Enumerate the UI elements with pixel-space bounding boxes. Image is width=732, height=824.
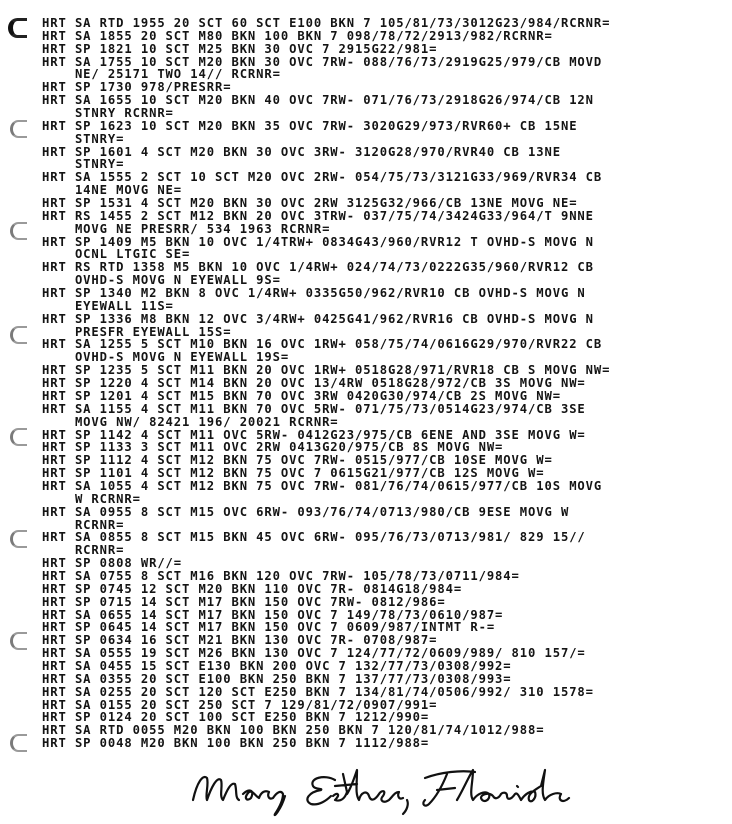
report-line: MOVG NE PRESRR/ 534 1963 RCRNR= — [42, 221, 331, 236]
report-line: STNRY= — [42, 131, 125, 146]
report-line: HRT SP 0124 20 SCT 100 SCT E250 BKN 7 1212/990= — [42, 710, 430, 725]
report-line: HRT SP 1821 10 SCT M25 BKN 30 OVC 7 2915G22/981= — [42, 41, 438, 56]
report-line: RCRNR= — [42, 517, 125, 532]
report-line: EYEWALL 11S= — [42, 298, 174, 313]
report-line: HRT SA RTD 1955 20 SCT 60 SCT E100 BKN 7 105/81/73/3012G23/984/RCRNR= — [42, 16, 611, 30]
report-line: NE/ 25171 TWO 14// RCRNR= — [42, 67, 281, 82]
report-line: HRT SA 0855 8 SCT M15 BKN 45 OVC 6RW- 095/76/73/0713/981/ 829 15// — [42, 530, 586, 545]
report-line: HRT SP 1730 978/PRESRR= — [42, 80, 232, 95]
report-line: HRT RS RTD 1358 M5 BKN 10 OVC 1/4RW+ 024/74/73/0222G35/960/RVR12 CB — [42, 260, 594, 275]
report-line: HRT SA 0355 20 SCT E100 BKN 250 BKN 7 137/77/73/0308/993= — [42, 671, 512, 686]
signature-drawing — [185, 760, 585, 820]
report-line: RCRNR= — [42, 543, 125, 558]
punch-hole — [10, 530, 27, 548]
report-line: HRT SP 1220 4 SCT M14 BKN 20 OVC 13/4RW 0518G28/972/CB 3S MOVG NW= — [42, 376, 586, 391]
report-line: OCNL LTGIC SE= — [42, 247, 191, 262]
report-line: HRT SP 1531 4 SCT M20 BKN 30 OVC 2RW 3125G32/966/CB 13NE MOVG NE= — [42, 196, 578, 211]
report-line: HRT SP 1101 4 SCT M12 BKN 75 OVC 7 0615G21/977/CB 12S MOVG W= — [42, 466, 545, 481]
report-line: HRT SA 1155 4 SCT M11 BKN 70 OVC 5RW- 071/75/73/0514G23/974/CB 3SE — [42, 401, 586, 416]
report-line: HRT SP 0715 14 SCT M17 BKN 150 OVC 7RW- 0812/986= — [42, 594, 446, 609]
report-line: HRT SA 0555 19 SCT M26 BKN 130 OVC 7 124/77/72/0609/989/ 810 157/= — [42, 646, 586, 661]
report-line: HRT SP 1142 4 SCT M11 OVC 5RW- 0412G23/975/CB 6ENE AND 3SE MOVG W= — [42, 427, 586, 442]
punch-hole — [10, 734, 27, 752]
report-line: HRT SP 1340 M2 BKN 8 OVC 1/4RW+ 0335G50/962/RVR10 CB OVHD-S MOVG N — [42, 286, 586, 301]
report-line: HRT SP 1133 3 SCT M11 OVC 2RW 0413G20/975/CB 8S MOVG NW= — [42, 440, 504, 455]
report-line: HRT SA 1255 5 SCT M10 BKN 16 OVC 1RW+ 058/75/74/0616G29/970/RVR22 CB — [42, 337, 603, 352]
report-line: HRT SP 1623 10 SCT M20 BKN 35 OVC 7RW- 3020G29/973/RVR60+ CB 15NE — [42, 118, 578, 133]
report-line: HRT SP 0634 16 SCT M21 BKN 130 OVC 7R- 0708/987= — [42, 633, 438, 648]
report-line: HRT SA 1655 10 SCT M20 BKN 40 OVC 7RW- 071/76/73/2918G26/974/CB 12N — [42, 93, 594, 108]
punch-hole — [10, 222, 27, 240]
report-line: HRT SP 0048 M20 BKN 100 BKN 250 BKN 7 1112/988= — [42, 736, 430, 751]
report-line: MOVG NW/ 82421 196/ 20021 RCRNR= — [42, 414, 339, 429]
report-line: HRT RS 1455 2 SCT M12 BKN 20 OVC 3TRW- 037/75/74/3424G33/964/T 9NNE — [42, 208, 594, 223]
punch-hole — [10, 632, 27, 650]
report-line: HRT SA 1555 2 SCT 10 SCT M20 OVC 2RW- 054/75/73/3121G33/969/RVR34 CB — [42, 170, 603, 185]
report-line: PRESFR EYEWALL 15S= — [42, 324, 232, 339]
report-line: HRT SP 1112 4 SCT M12 BKN 75 OVC 7RW- 0515/977/CB 10SE MOVG W= — [42, 453, 553, 468]
punch-hole — [10, 120, 27, 138]
report-line: HRT SA 1755 10 SCT M20 BKN 30 OVC 7RW- 088/76/73/2919G25/979/CB MOVD — [42, 54, 603, 69]
report-line: HRT SP 1601 4 SCT M20 BKN 30 OVC 3RW- 3120G28/970/RVR40 CB 13NE — [42, 144, 561, 159]
handwritten-signature — [185, 760, 585, 820]
report-line: HRT SP 1336 M8 BKN 12 OVC 3/4RW+ 0425G41/962/RVR16 CB OVHD-S MOVG N — [42, 311, 594, 326]
report-line: HRT SP 0808 WR//= — [42, 556, 183, 571]
report-line: HRT SA 0455 15 SCT E130 BKN 200 OVC 7 132/77/73/0308/992= — [42, 658, 512, 673]
weather-observation-report — [42, 17, 732, 750]
report-line: 14NE MOVG NE= — [42, 183, 183, 198]
report-line: HRT SA RTD 0055 M20 BKN 100 BKN 250 BKN 7 120/81/74/1012/988= — [42, 723, 545, 738]
report-line: HRT SP 1235 5 SCT M11 BKN 20 OVC 1RW+ 0518G28/971/RVR18 CB S MOVG NW= — [42, 363, 611, 378]
report-line: HRT SA 0655 14 SCT M17 BKN 150 OVC 7 149/78/73/0610/987= — [42, 607, 504, 622]
report-line: HRT SP 1409 M5 BKN 10 OVC 1/4TRW+ 0834G43/960/RVR12 T OVHD-S MOVG N — [42, 234, 594, 249]
report-line: HRT SP 1201 4 SCT M15 BKN 70 OVC 3RW 0420G30/974/CB 2S MOVG NW= — [42, 388, 561, 403]
binder-punch-holes — [0, 0, 40, 822]
report-line: HRT SA 0955 8 SCT M15 OVC 6RW- 093/76/74/0713/980/CB 9ESE MOVG W — [42, 504, 570, 519]
report-line: STNRY RCRNR= — [42, 106, 174, 121]
report-line: HRT SP 0745 12 SCT M20 BKN 110 OVC 7R- 0814G18/984= — [42, 581, 463, 596]
report-line: HRT SP 0645 14 SCT M17 BKN 150 OVC 7 0609/987/INTMT R-= — [42, 620, 496, 635]
punch-hole — [10, 326, 27, 344]
report-line: W RCRNR= — [42, 491, 141, 506]
report-line: OVHD-S MOVG N EYEWALL 9S= — [42, 273, 281, 288]
report-line: HRT SA 0755 8 SCT M16 BKN 120 OVC 7RW- 105/78/73/0711/984= — [42, 568, 520, 583]
report-line: HRT SA 1855 20 SCT M80 BKN 100 BKN 7 098/78/72/2913/982/RCRNR= — [42, 28, 553, 43]
punch-hole — [10, 428, 27, 446]
report-line: OVHD-S MOVG N EYEWALL 19S= — [42, 350, 290, 365]
report-line: HRT SA 1055 4 SCT M12 BKN 75 OVC 7RW- 081/76/74/0615/977/CB 10S MOVG — [42, 478, 603, 493]
punch-hole — [8, 18, 27, 38]
report-line: HRT SA 0155 20 SCT 250 SCT 7 129/81/72/0907/991= — [42, 697, 438, 712]
report-line: HRT SA 0255 20 SCT 120 SCT E250 BKN 7 134/81/74/0506/992/ 310 1578= — [42, 684, 594, 699]
report-line: STNRY= — [42, 157, 125, 172]
